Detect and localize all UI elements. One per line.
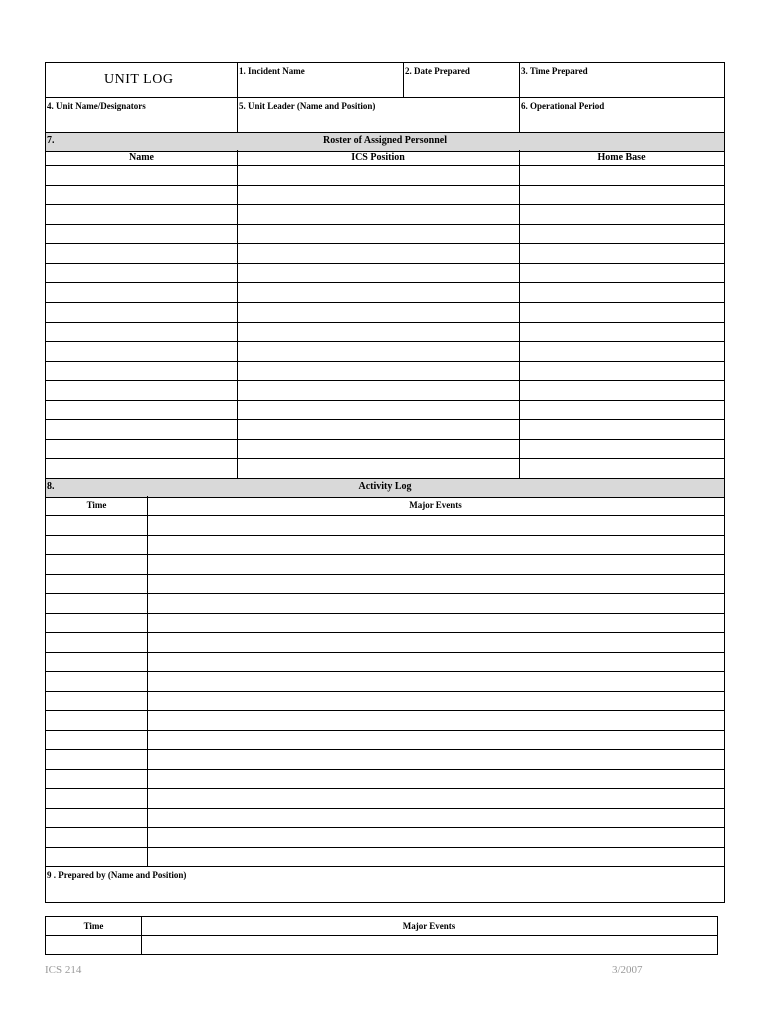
roster-col-name: Name <box>129 152 154 163</box>
activity-row-line <box>46 769 724 770</box>
activity-row-line <box>46 632 724 633</box>
roster-col-divider <box>519 150 520 478</box>
activity-row-line <box>46 671 724 672</box>
unit-leader-field[interactable]: 5. Unit Leader (Name and Position) <box>239 101 376 111</box>
continuation-col-time: Time <box>83 921 104 931</box>
roster-row-line <box>46 361 724 362</box>
roster-row-line <box>46 322 724 323</box>
roster-row-line <box>46 224 724 225</box>
form-title: UNIT LOG <box>104 72 174 87</box>
activity-row-line <box>46 827 724 828</box>
header-divider <box>403 63 404 97</box>
operational-period-field[interactable]: 6. Operational Period <box>521 101 605 111</box>
unit-name-field[interactable]: 4. Unit Name/Designators <box>47 101 146 111</box>
continuation-col-major-events: Major Events <box>402 921 456 931</box>
activity-section-title: Activity Log <box>358 481 412 492</box>
roster-row-line <box>46 458 724 459</box>
roster-col-ics-position: ICS Position <box>351 152 405 163</box>
continuation-table[interactable] <box>45 916 718 955</box>
roster-section-number: 7. <box>47 135 55 146</box>
activity-row-line <box>46 574 724 575</box>
activity-row-line <box>46 866 724 867</box>
roster-col-home-base: Home Base <box>597 152 646 163</box>
roster-row-line <box>46 165 724 166</box>
activity-row-line <box>46 808 724 809</box>
roster-row-line <box>46 263 724 264</box>
activity-row-line <box>46 749 724 750</box>
activity-col-divider <box>147 496 148 866</box>
roster-row-line <box>46 282 724 283</box>
roster-section-title: Roster of Assigned Personnel <box>323 135 447 146</box>
activity-col-time: Time <box>86 500 107 510</box>
roster-row-line <box>46 243 724 244</box>
activity-row-line <box>46 535 724 536</box>
unit-log-form <box>45 62 725 903</box>
activity-row-line <box>46 613 724 614</box>
header-divider <box>46 97 724 98</box>
activity-row-line <box>46 691 724 692</box>
roster-row-line <box>46 341 724 342</box>
roster-row-line <box>46 400 724 401</box>
activity-section-number: 8. <box>47 481 55 492</box>
roster-row-line <box>46 419 724 420</box>
roster-row-line <box>46 302 724 303</box>
roster-row-line <box>46 204 724 205</box>
date-prepared-field[interactable]: 2. Date Prepared <box>405 66 470 76</box>
activity-row-line <box>46 847 724 848</box>
roster-row-line <box>46 380 724 381</box>
activity-row-line <box>46 515 724 516</box>
activity-row-line <box>46 593 724 594</box>
incident-name-field[interactable]: 1. Incident Name <box>239 66 305 76</box>
activity-row-line <box>46 710 724 711</box>
activity-row-line <box>46 652 724 653</box>
activity-row-line <box>46 554 724 555</box>
time-prepared-field[interactable]: 3. Time Prepared <box>521 66 588 76</box>
continuation-divider <box>46 935 717 936</box>
roster-row-line <box>46 185 724 186</box>
activity-row-line <box>46 788 724 789</box>
activity-row-line <box>46 730 724 731</box>
prepared-by-field[interactable]: 9 . Prepared by (Name and Position) <box>47 870 187 880</box>
activity-col-major-events: Major Events <box>409 500 462 510</box>
roster-col-divider <box>237 150 238 478</box>
roster-row-line <box>46 439 724 440</box>
form-date: 3/2007 <box>612 964 643 976</box>
form-id: ICS 214 <box>45 964 82 976</box>
